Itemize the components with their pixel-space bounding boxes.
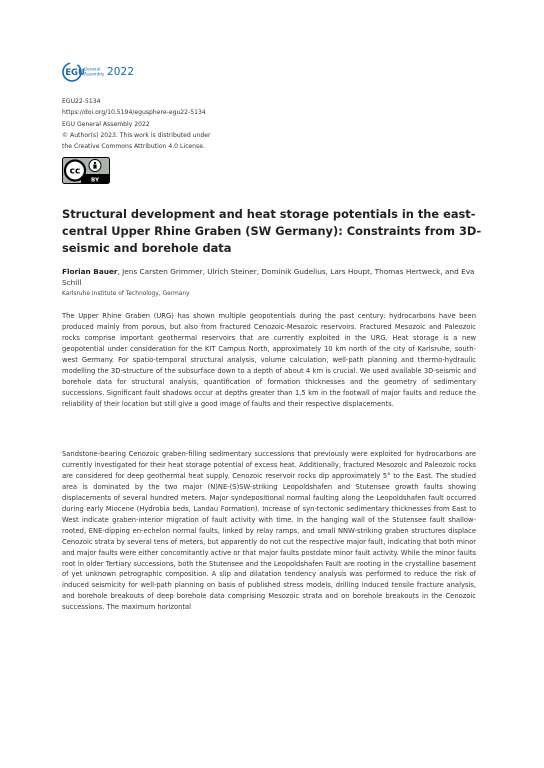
abstract-meta [62,96,211,152]
paper-title: Structural development and heat storage potentials in the east-central Upper Rhine Graben (SW Germany): Constraints from 3D-seismic and borehole data [62,207,482,256]
egu-logo-icon [62,62,104,82]
abstract-paragraph: Sandstone-bearing Cenozoic graben-filling sedimentary successions that previously were exploited for hydrocarbons are currently investigated for their heat storage potential of excess heat. Additionally, fractured Mesozoic and Paleozoic rocks are considered for deep geothermal heat supply. Cenozoic reservoir rocks dip approximately 5° to the East. The studied area is dominated by the two major (N)NE-(S)SW-striking Leopoldshafen and Stutensee growth faults showing displacements of several hundred meters. Major syndepositional normal faulting along the Leopoldshafen fault occurred during early Miocene (Hydrobia beds, Landau Formation). Increase of syn-tectonic sedimentary thicknesses from East to West indicate graben-interior migration of fault activity with time. In the hanging wall of the Stutensee fault shallow-rooted, ENE-dipping en-echelon normal faults, linked by relay ramps, and small NNW-striking graben structures displace Cenozoic strata by several tens of meters, but apparently do not cut the respective major fault, indicating that both minor and major faults were either concomitantly active or that major faults postdate minor fault activity. While the minor faults root in older Tertiary successions, both the Stutensee and the Leopoldshafen Fault are rooting in the crystalline basement of yet unknown petrographic composition. A slip and dilatation tendency analysis was performed to reduce the risk of induced seismicity for well-path planning on basis of published stress models, drilling induced tensile fracture analysis, and borehole breakouts of deep borehole data comprising Mesozoic strata and on borehole breakouts in the Cenozoic successions. The maximum horizontal [62,450,476,612]
author-list [62,266,482,288]
logo-year: 2022 [107,66,135,78]
cc-mark-text: cc [69,166,81,177]
conference-name: EGU General Assembly 2022 [62,120,150,128]
abstract-id: EGU22-5134 [62,98,101,105]
logo-small-text-1: General [84,66,101,72]
logo-mark-text: EGU [65,68,85,79]
logo-small-text-2: Assembly [84,71,104,77]
doi-link[interactable]: https://doi.org/10.5194/egusphere-egu22-5134 [62,109,206,117]
egu-logo[interactable] [62,62,134,82]
affiliation: Karlsruhe Institute of Technology, Germany [62,291,190,297]
by-label: BY [90,177,100,184]
first-author[interactable]: Florian Bauer [62,267,118,276]
abstract-paragraph: The Upper Rhine Graben (URG) has shown multiple geopotentials during the past century: hydrocarbons have been produced mainly from porous, but also from fractured Cenozoic-Mesozoic reservoirs. Fractured Mesozoic and Paleozoic rocks comprise important geothermal reservoirs that are currently exploited in the URG. Heat storage is a new geopotential under consideration for the KIT Campus North, approximately 10 km north of the city of Karlsruhe, south-west Germany. For spatio-temporal structural analysis, volume calculation, well-path planning and thermo-hydraulic modelling the 3D-structure of the subsurface down to a depth of about 4 km is crucial. We used available 3D-seismic and borehole data for structural analysis, quantification of formation thicknesses and the geometry of sedimentary successions. Significant fault shadows occur at depths greater than 1.5 km in the footwall of major faults and reduce the reliability of their location but still give a good image of faults and their respective displacements. [62,312,476,408]
license-line: the Creative Commons Attribution 4.0 License. [62,143,205,151]
other-authors: , Jens Carsten Grimmer, Ulrich Steiner, Dominik Gudelius, Lars Houpt, Thomas Hertweck, and Eva Schill [62,267,475,287]
cc-by-badge[interactable] [62,157,110,184]
copyright-line: © Author(s) 2023. This work is distributed under [62,131,211,139]
